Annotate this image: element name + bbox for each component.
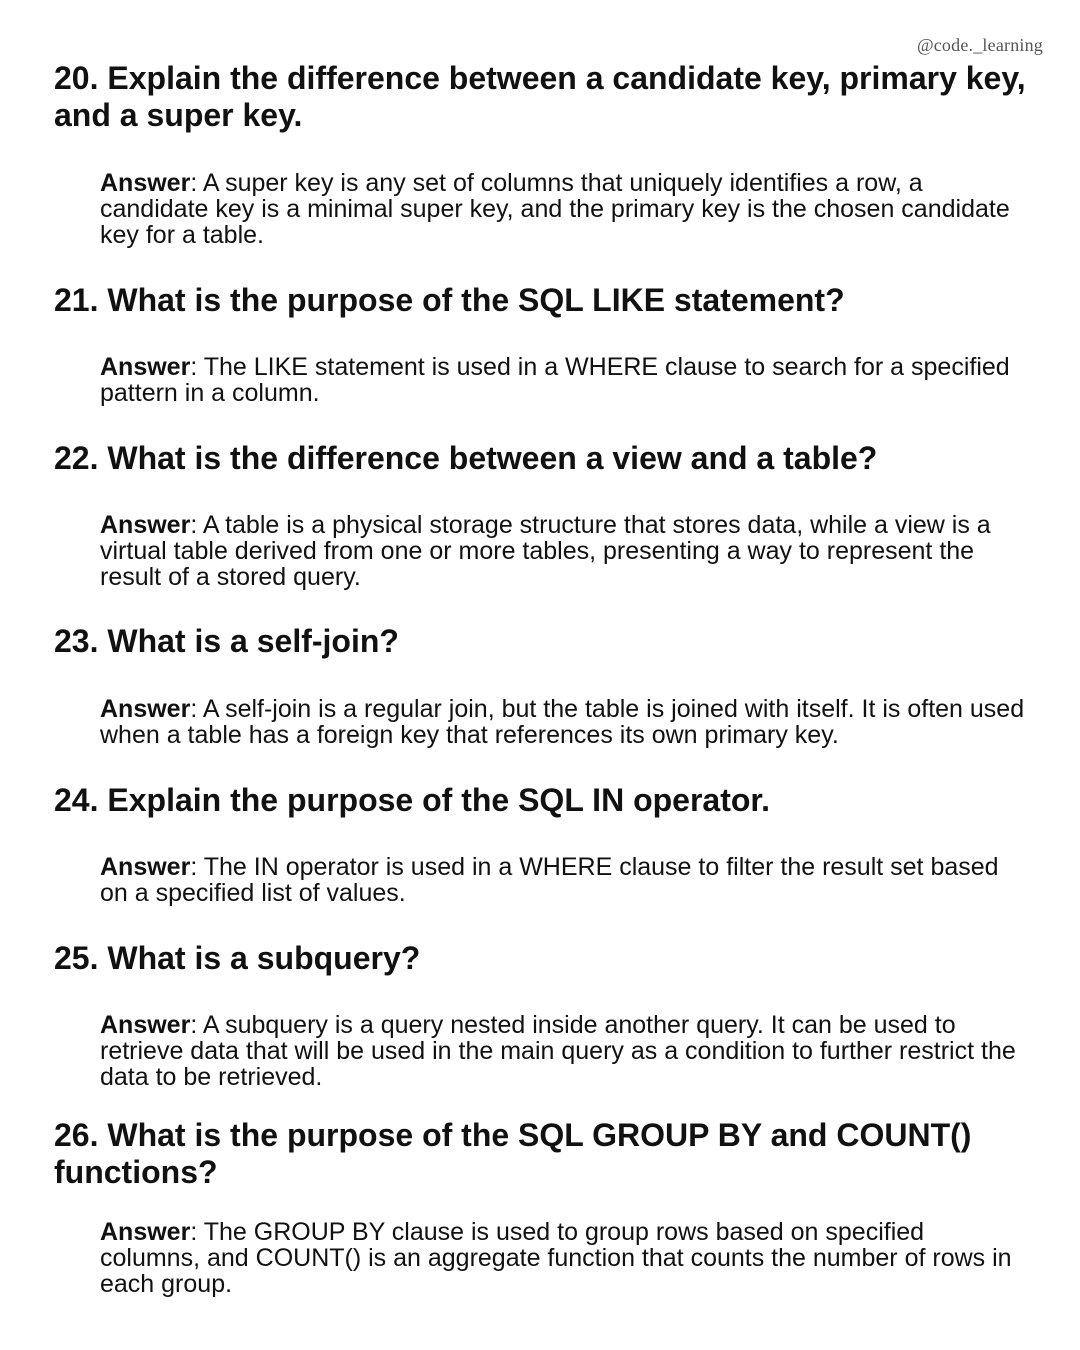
answer-text: : A table is a physical storage structure that stores data, while a view is a virtual table derived from one or more tables, presenting a way to represent the result of a stored query. <box>100 511 991 591</box>
qa-item <box>54 60 1034 134</box>
answer-paragraph <box>54 1012 1030 1090</box>
qa-item <box>54 623 1034 660</box>
answer-text: : The IN operator is used in a WHERE clause to filter the result set based on a specified list of values. <box>100 853 999 907</box>
qa-item <box>54 440 1034 477</box>
answer-label: Answer <box>100 169 191 197</box>
watermark-handle: @code._learning <box>916 35 1043 55</box>
answer-label: Answer <box>100 1218 191 1246</box>
question-heading: 25. What is a subquery? <box>54 940 421 976</box>
answer-text: : A subquery is a query nested inside another query. It can be used to retrieve data that will be used in the main query as a condition to further restrict the data to be retrieved. <box>100 1011 1016 1091</box>
qa-item <box>54 282 1034 319</box>
answer-paragraph <box>54 512 1030 590</box>
question-heading: 22. What is the difference between a view and a table? <box>54 440 878 476</box>
question-heading: 21. What is the purpose of the SQL LIKE statement? <box>54 282 845 318</box>
qa-item <box>54 1117 1034 1191</box>
question-heading: 20. Explain the difference between a candidate key, primary key, and a super key. <box>54 60 1026 133</box>
answer-text: : A super key is any set of columns that uniquely identifies a row, a candidate key is a minimal super key, and the primary key is the chosen candidate key for a table. <box>100 169 1010 249</box>
answer-block <box>54 854 1034 906</box>
answer-paragraph <box>54 854 1030 906</box>
answer-block <box>54 1219 1034 1297</box>
answer-block <box>54 1012 1034 1090</box>
answer-text: : A self-join is a regular join, but the table is joined with itself. It is often used when a table has a foreign key that references its own primary key. <box>100 695 1025 749</box>
question-heading: 24. Explain the purpose of the SQL IN operator. <box>54 782 770 818</box>
answer-label: Answer <box>100 353 191 381</box>
answer-paragraph <box>54 354 1030 406</box>
answer-block <box>54 512 1034 590</box>
answer-label: Answer <box>100 511 191 539</box>
answer-block <box>54 170 1034 248</box>
answer-block <box>54 354 1034 406</box>
answer-paragraph <box>54 696 1030 748</box>
qa-item <box>54 940 1034 977</box>
answer-label: Answer <box>100 695 191 723</box>
answer-text: : The LIKE statement is used in a WHERE clause to search for a specified pattern in a column. <box>100 353 1010 407</box>
answer-label: Answer <box>100 853 191 881</box>
answer-paragraph <box>54 170 1030 248</box>
answer-text: : The GROUP BY clause is used to group rows based on specified columns, and COUNT() is an aggregate function that counts the number of rows in each group. <box>100 1218 1012 1298</box>
answer-block <box>54 696 1034 748</box>
answer-label: Answer <box>100 1011 191 1039</box>
qa-item <box>54 782 1034 819</box>
answer-paragraph <box>54 1219 1030 1297</box>
question-heading: 26. What is the purpose of the SQL GROUP BY and COUNT() functions? <box>54 1117 972 1190</box>
question-heading: 23. What is a self-join? <box>54 623 399 659</box>
